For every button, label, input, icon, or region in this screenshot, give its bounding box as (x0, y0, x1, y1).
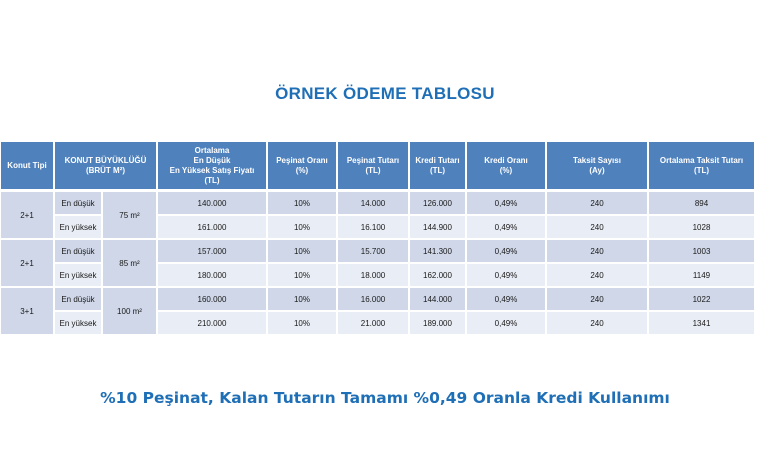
pesinat-orani-cell: 10% (267, 311, 337, 335)
kredi-orani-cell: 0,49% (466, 311, 546, 335)
header-konut-tipi: Konut Tipi (1, 142, 54, 191)
taksit-sayisi-cell: 240 (546, 215, 648, 239)
payment-table (1, 142, 754, 336)
fiyat-cell: 140.000 (157, 191, 267, 216)
taksit-sayisi-cell: 240 (546, 311, 648, 335)
kredi-orani-cell: 0,49% (466, 215, 546, 239)
pesinat-tutari-cell: 16.100 (337, 215, 409, 239)
taksit-cell: 1341 (648, 311, 754, 335)
taksit-sayisi-cell: 240 (546, 287, 648, 311)
taksit-cell: 1022 (648, 287, 754, 311)
header-satis-fiyati: Ortalama En Düşük En Yüksek Satış Fiyatı (TL) (157, 142, 267, 191)
taksit-sayisi-cell: 240 (546, 191, 648, 216)
pesinat-tutari-cell: 15.700 (337, 239, 409, 263)
kredi-tutari-cell: 141.300 (409, 239, 466, 263)
pesinat-orani-cell: 10% (267, 287, 337, 311)
konut-tipi-cell: 2+1 (1, 239, 54, 287)
pesinat-tutari-cell: 14.000 (337, 191, 409, 216)
table-header-row (1, 142, 754, 191)
pesinat-orani-cell: 10% (267, 191, 337, 216)
kredi-tutari-cell: 144.900 (409, 215, 466, 239)
kredi-tutari-cell: 126.000 (409, 191, 466, 216)
pesinat-orani-cell: 10% (267, 215, 337, 239)
row-label: En yüksek (54, 263, 102, 287)
table-row (1, 287, 754, 311)
row-label: En yüksek (54, 311, 102, 335)
kredi-orani-cell: 0,49% (466, 263, 546, 287)
pesinat-tutari-cell: 21.000 (337, 311, 409, 335)
pesinat-orani-cell: 10% (267, 263, 337, 287)
pesinat-tutari-cell: 18.000 (337, 263, 409, 287)
taksit-sayisi-cell: 240 (546, 263, 648, 287)
header-kredi-orani: Kredi Oranı (%) (466, 142, 546, 191)
kredi-orani-cell: 0,49% (466, 239, 546, 263)
row-label: En düşük (54, 287, 102, 311)
kredi-orani-cell: 0,49% (466, 191, 546, 216)
header-ortalama-taksit: Ortalama Taksit Tutarı (TL) (648, 142, 754, 191)
taksit-cell: 1149 (648, 263, 754, 287)
kredi-tutari-cell: 162.000 (409, 263, 466, 287)
row-label: En düşük (54, 239, 102, 263)
kredi-tutari-cell: 189.000 (409, 311, 466, 335)
size-cell: 75 m² (102, 191, 157, 240)
row-label: En düşük (54, 191, 102, 216)
header-konut-buyuklugu: KONUT BÜYÜKLÜĞÜ (BRÜT M²) (54, 142, 157, 191)
taksit-cell: 894 (648, 191, 754, 216)
header-kredi-tutari: Kredi Tutarı (TL) (409, 142, 466, 191)
size-cell: 100 m² (102, 287, 157, 335)
fiyat-cell: 210.000 (157, 311, 267, 335)
konut-tipi-cell: 2+1 (1, 191, 54, 240)
taksit-sayisi-cell: 240 (546, 239, 648, 263)
table-row (1, 191, 754, 216)
pesinat-tutari-cell: 16.000 (337, 287, 409, 311)
fiyat-cell: 157.000 (157, 239, 267, 263)
size-cell: 85 m² (102, 239, 157, 287)
header-pesinat-tutari: Peşinat Tutarı (TL) (337, 142, 409, 191)
taksit-cell: 1028 (648, 215, 754, 239)
kredi-orani-cell: 0,49% (466, 287, 546, 311)
fiyat-cell: 161.000 (157, 215, 267, 239)
footer-note: %10 Peşinat, Kalan Tutarın Tamamı %0,49 Oranla Kredi Kullanımı (100, 389, 670, 407)
konut-tipi-cell: 3+1 (1, 287, 54, 335)
kredi-tutari-cell: 144.000 (409, 287, 466, 311)
table-row (1, 239, 754, 263)
fiyat-cell: 160.000 (157, 287, 267, 311)
header-taksit-sayisi: Taksit Sayısı (Ay) (546, 142, 648, 191)
taksit-cell: 1003 (648, 239, 754, 263)
fiyat-cell: 180.000 (157, 263, 267, 287)
page-title: ÖRNEK ÖDEME TABLOSU (275, 84, 495, 103)
row-label: En yüksek (54, 215, 102, 239)
header-pesinat-orani: Peşinat Oranı (%) (267, 142, 337, 191)
pesinat-orani-cell: 10% (267, 239, 337, 263)
